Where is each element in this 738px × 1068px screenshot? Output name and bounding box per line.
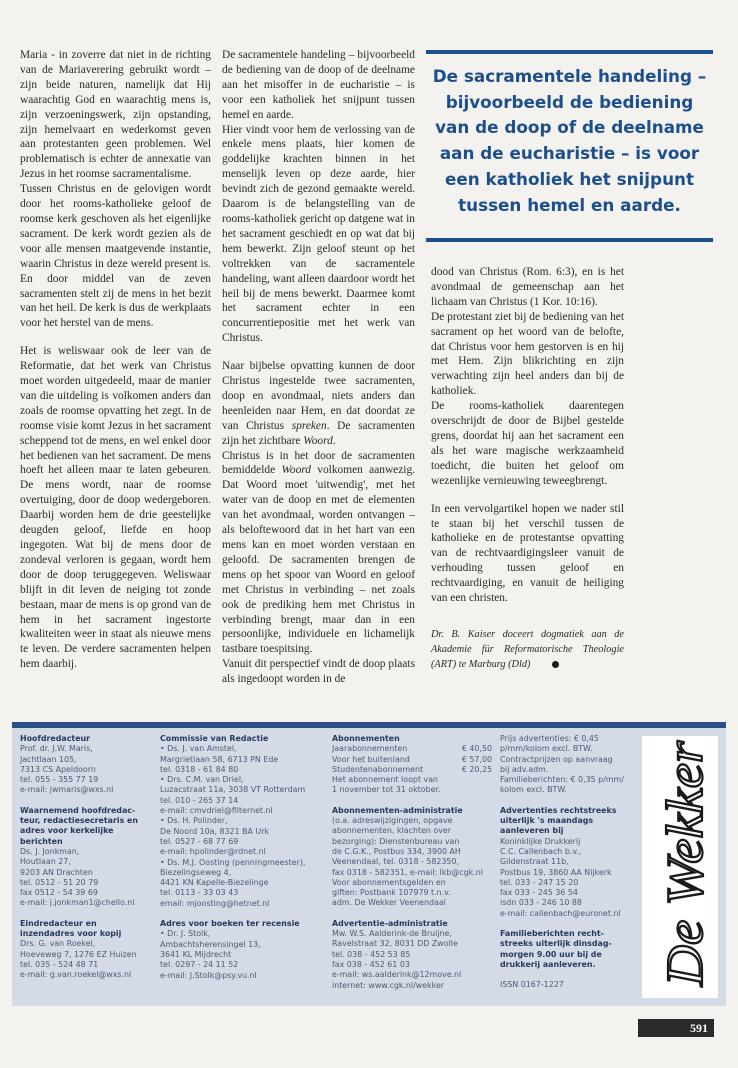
author-byline: Dr. B. Kaiser doceert dogmatiek aan de Akademie für Reformatorische Theologie (ART) te Marburg (Dld) <box>431 628 624 670</box>
colophon-heading: streeks uiterlijk dinsdag- <box>500 939 612 949</box>
article-column-2 <box>222 48 415 700</box>
colophon-heading: adres voor kerkelijke <box>20 826 114 836</box>
colophon-line: e-mail: ws.aalderink@12move.nl <box>332 970 462 980</box>
colophon-heading: Advertenties rechtstreeks <box>500 805 617 815</box>
paragraph: De rooms-katholiek daarentegen overschrijdt de door de Bijbel gestelde grens, doordat hij aan het sacrament een als het ware magische werkzaamheid toedicht, die buiten het geloof om wezenlijke vernieuwing teweegbrengt. <box>431 400 624 487</box>
colophon-column-commission <box>160 734 322 981</box>
paragraph: Hier vindt voor hem de verlossing van de enkele mens plaats, hier komen de goddelijke krachten binnen in het menselijk leven op deze aarde, hier bevindt zich de gezond gemaakte wereld. Daarom is de belangstelling van de rooms-katholiek gericht op datgene wat in het sacrament geschiedt en op wat dat bij hem bewerkt. Zijn geloof steunt op het voltrekken van de sacramentele handeling, want alleen daardoor wordt het heil bij de mens bewerkt. Daarmee komt het sacrament echter in een concurrentiepositie met het werk van Christus. <box>222 123 415 345</box>
issn: ISSN 0167-1227 <box>500 980 564 990</box>
colophon-heading: Abonnementen-administratie <box>332 805 463 815</box>
rate-label: Jaarabonnementen <box>332 744 408 754</box>
colophon-line: • Ds. H. Polinder, <box>160 816 228 826</box>
colophon-line: Veenendaal, tel. 0318 - 582350, <box>332 857 459 867</box>
colophon-line: bij adv.adm. <box>500 764 549 774</box>
rate-value: € 57,00 <box>461 754 492 764</box>
subscription-rate <box>332 765 492 775</box>
colophon-line: tel. 035 - 524 48 71 <box>20 959 99 969</box>
colophon-line: 3641 KL Mijdrecht <box>160 949 232 959</box>
colophon-line: tel. 038 - 452 53 85 <box>332 949 411 959</box>
paragraph: Tussen Christus en de gelovigen wordt door het rooms-katholieke geloof de roomse kerk geschoven als het eigenlijke sacrament. De kerk wordt gezien als de voor alle mensen maatgevende instantie, waarin Christus in deze wereld present is. En door middel van de zeven sacramenten stelt zij de mens in het bezit van het heil. De kerk is dus de werkplaats voor het herstel van de mens. <box>20 183 211 330</box>
rate-value: € 40,50 <box>461 744 492 754</box>
colophon-heading: teur, redactiesecretaris en <box>20 816 139 826</box>
colophon-heading: Eindredacteur en <box>20 918 97 928</box>
colophon-line: De Noord 10a, 8321 BA Urk <box>160 826 270 836</box>
colophon-heading: Waarnemend hoofdredac- <box>20 805 136 815</box>
paragraph: Het is weliswaar ook de leer van de Reformatie, dat het werk van Christus moet worden uitgedeeld, maar de manier van die uitdeling is volkomen anders dan zoals de roomse opvatting het zegt. In de roomse visie komt Jezus in het sacrament scheppend tot de mens, en wel enkel door het bedienen van het sacrament. De mens hoeft het alleen maar te laten gebeuren. De mens wordt, naar de roomse overtuiging, door de doop wedergeboren. Daarbij worden hem de drie geestelijke deugden geloof, liefde en hoop ingegoten. Wat bij de mens door de zondeval verloren is gegaan, wordt hem door de doop teruggegeven. Weliswaar blijft in dit leven de neiging tot zonde bestaan, maar de mens is op grond van de hem in het sacrament ingestorte kwaliteiten weer in staat als nieuwe mens te leven. De verdere sacramenten helpen hem daarbij. <box>20 345 211 671</box>
colophon-line: adm. De Wekker Veenendaal <box>332 898 446 908</box>
colophon-heading: drukkerij aanleveren. <box>500 959 596 969</box>
colophon-line: e-mail: g.van.roekel@wxs.nl <box>20 970 132 980</box>
colophon-heading: berichten <box>20 836 63 846</box>
colophon-heading: Familieberichten recht- <box>500 929 604 939</box>
colophon-line: Het abonnement loopt van <box>332 775 439 785</box>
colophon-line: Margrietlaan 58, 6713 PN Ede <box>160 754 279 764</box>
colophon-line: fax 038 - 452 61 03 <box>332 959 410 969</box>
colophon-line: bezorging): Dienstenbureau van <box>332 836 460 846</box>
colophon-line: • Ds. J. van Amstel, <box>160 744 237 754</box>
colophon <box>12 722 726 1006</box>
colophon-line: Ambachtsherensingel 13, <box>160 939 261 949</box>
colophon-line: abonnementen, klachten over <box>332 826 452 836</box>
pull-quote: De sacramentele handeling – bijvoorbeeld de bediening van de doop of de deelname aan de eucharistie – is voor een katholiek het snijpunt tussen hemel en aarde. <box>432 66 707 215</box>
colophon-heading: Hoofdredacteur <box>20 734 91 743</box>
colophon-line: Voor abonnementsgelden en <box>332 877 446 887</box>
colophon-line: email: mjoosting@hetnet.nl <box>160 898 270 908</box>
colophon-line: Ravelstraat 32, 8031 DD Zwolle <box>332 939 458 949</box>
colophon-line: fax 033 - 245 36 54 <box>500 888 578 898</box>
colophon-line: • Drs. C.M. van Driel, <box>160 775 244 785</box>
paragraph: Vanuit dit perspectief vindt de doop plaats als ingedoopt worden in de <box>222 658 415 686</box>
colophon-line: Prof. dr. J.W. Maris, <box>20 744 93 754</box>
colophon-heading: Abonnementen <box>332 734 400 743</box>
colophon-line: tel. 055 - 355 77 19 <box>20 775 99 785</box>
colophon-line: e-mail: jwmaris@wxs.nl <box>20 785 114 795</box>
subscription-rate <box>332 755 492 765</box>
end-mark-icon <box>552 661 559 668</box>
colophon-line: Familieberichten: € 0,35 p/mm/ <box>500 775 624 785</box>
page-number: 591 <box>638 1019 714 1037</box>
colophon-line: tel. 0297 - 24 11 52 <box>160 960 239 970</box>
colophon-line: Biezelingseweg 4, <box>160 867 232 877</box>
colophon-line: Mw. W.S. Aalderink-de Bruijne, <box>332 929 452 939</box>
colophon-heading: Adres voor boeken ter recensie <box>160 919 300 929</box>
colophon-heading: inzendadres voor kopij <box>20 929 122 939</box>
colophon-line: fax 0512 - 54 39 69 <box>20 888 98 898</box>
paragraph: De protestant ziet bij de bediening van het sacrament op het woord van de belofte, dat Christus voor hem gestorven is en hij met Hem. Zijn blikrichting en zijn verwachting zijn heel anders dan bij de katholiek. <box>431 310 624 398</box>
paragraph: Maria - in zoverre dat niet in de richting van de Mariaverering gebruikt wordt – zijn beide naturen, namelijk dat Hij waarachtig God en waarachtig mens is, zijn verzoeningswerk, zijn opstanding, zijn hemelvaart en wederkomst geven aan protestanten geen problemen. Wel problematisch is echter de annexatie van Jezus in het roomse sacramentalisme. <box>20 49 211 181</box>
colophon-column-subscriptions <box>332 734 492 991</box>
paragraph: De sacramentele handeling – bijvoorbeeld de bediening van de doop of de deelname aan het misoffer in de eucharistie – is voor een katholiek het snijpunt tussen hemel en aarde. <box>222 49 415 121</box>
colophon-line: Drs. G. van Roekel, <box>20 939 96 949</box>
colophon-line: kolom excl. BTW. <box>500 785 567 795</box>
de-wekker-logo <box>642 736 718 998</box>
colophon-line: (o.a. adreswijzigingen, opgave <box>332 816 453 826</box>
colophon-line: Postbus 19, 3860 AA Nijkerk <box>500 867 612 877</box>
colophon-line: tel. 0512 - 51 20 79 <box>20 877 99 887</box>
colophon-line: giften: Postbank 107979 t.n.v. <box>332 888 451 898</box>
colophon-line: de C.G.K., Postbus 334, 3900 AH <box>332 846 461 856</box>
colophon-heading: aanleveren bij <box>500 826 564 836</box>
colophon-line: Houtlaan 27, <box>20 857 71 867</box>
colophon-line: 4421 KN Kapelle-Biezelinge <box>160 878 269 888</box>
colophon-line: tel. 033 - 247 15 20 <box>500 877 579 887</box>
colophon-line: Hoeveweg 7, 1276 EZ Huizen <box>20 949 137 959</box>
subscription-rate <box>332 744 492 754</box>
colophon-line: 7313 CS Apeldoorn <box>20 764 96 774</box>
paragraph: Christus is in het door de sacramenten bemiddelde Woord volkomen aanwezig. Dat Woord moet 'uitwendig', met het water van de doop en met de elementen van het avondmaal, worden ontvangen – als beloftewoord dat in het hart van een mens kan en moet worden verstaan en geloofd. De sacramenten brengen de mens op het spoor van Woord en geloof met Christus in verbinding – net zoals ook de prediking hem met Christus in verbinding brengt, maar dan in een persoonlijke, individuele en lichamelijk tastbare toespitsing. <box>222 449 415 656</box>
colophon-line: e-mail: callenbach@euronet.nl <box>500 908 621 918</box>
pull-quote-box <box>426 50 713 242</box>
colophon-line: e-mail: cmvdriel@filternet.nl <box>160 806 273 816</box>
colophon-line: tel. 0318 - 61 84 80 <box>160 764 239 774</box>
colophon-line: fax 0318 - 582351, e-mail: lkb@cgk.nl <box>332 867 483 877</box>
colophon-line: Jachtlaan 105, <box>20 754 77 764</box>
rate-value: € 20,25 <box>461 764 492 774</box>
colophon-line: tel. 0113 - 33 03 43 <box>160 888 239 898</box>
colophon-line: isdn 033 - 246 10 88 <box>500 898 582 908</box>
colophon-line: e-mail: J.Stolk@psy.vu.nl <box>160 970 257 980</box>
colophon-line: e-mail: hpolinder@rdnet.nl <box>160 847 266 857</box>
colophon-line: Contractprijzen op aanvraag <box>500 754 613 764</box>
article-column-1 <box>20 48 211 685</box>
paragraph: Naar bijbelse opvatting kunnen de door Christus ingestelde twee sacramenten, doop en avondmaal, niets anders dan heenleiden naar Hem, en dat doordat ze van Christus spreken. De sacramenten zijn het zichtbare Woord. <box>222 360 416 447</box>
colophon-column-advertising <box>500 734 636 991</box>
colophon-line: Luzacstraat 11a, 3038 VT Rotterdam <box>160 785 306 795</box>
paragraph: In een vervolgartikel hopen we nader stil te staan bij het verschil tussen de katholieke en de protestantse opvatting van de rechtvaardigingsleer vanuit de verhouding tussen geloof en rechtvaardiging, en vanuit de heiliging van een christen. <box>431 502 624 605</box>
colophon-line: Prijs advertenties: € 0,45 <box>500 734 599 743</box>
colophon-heading: uiterlijk 's maandags <box>500 816 594 826</box>
colophon-line: • Ds. M.J. Oosting (penningmeester), <box>160 857 306 867</box>
colophon-heading: Commissie van Redactie <box>160 734 269 743</box>
colophon-heading: Advertentie-administratie <box>332 918 448 928</box>
colophon-line: e-mail: j.jonkman1@chello.nl <box>20 898 135 908</box>
colophon-line: 1 november tot 31 oktober. <box>332 785 441 795</box>
de-wekker-logo-icon <box>642 736 718 998</box>
colophon-heading: morgen 9.00 uur bij de <box>500 949 602 959</box>
colophon-line: internet: www.cgk.nl/wekker <box>332 980 445 990</box>
article-column-3 <box>431 265 624 685</box>
colophon-line: Koninklijke Drukkerij <box>500 836 581 846</box>
colophon-line: tel. 010 - 265 37 14 <box>160 795 239 805</box>
rate-label: Voor het buitenland <box>332 754 410 764</box>
logo-text: De Wekker <box>657 761 714 986</box>
colophon-line: C.C. Callenbach b.v., <box>500 846 582 856</box>
rate-label: Studentenabonnement <box>332 764 424 774</box>
colophon-line: • Dr. J. Stolk, <box>160 929 211 939</box>
colophon-line: 9203 AN Drachten <box>20 867 93 877</box>
colophon-line: Gildenstraat 11b, <box>500 857 569 867</box>
colophon-line: Ds. J. Jonkman, <box>20 846 80 856</box>
colophon-line: p/mm/kolom excl. BTW. <box>500 744 593 754</box>
paragraph: dood van Christus (Rom. 6:3), en is het avondmaal de gemeenschap aan het lichaam van Christus (1 Kor. 10:16). <box>431 266 624 308</box>
colophon-line: tel. 0527 - 68 77 69 <box>160 836 239 846</box>
colophon-column-editors <box>20 734 150 981</box>
